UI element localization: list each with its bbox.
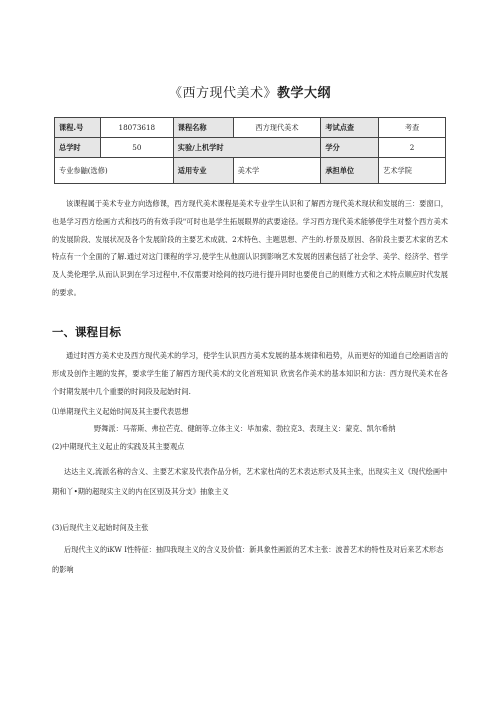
- value-assessment: 考查: [379, 118, 446, 138]
- info-row-2: [55, 138, 446, 158]
- label-total-hours: 总学时: [55, 138, 101, 158]
- title-course-name: 《西方现代美术》: [168, 86, 277, 101]
- objectives-paragraph: 通过时西方美术史及西方现代美术的学习，使学生认识西方美术发展的基本规律和趋势，从而更好的知道自己绘画语言的形成及创作主题的发挥，要求学生能了解西方现代美术的文化首班知识 欣赏名作美术的基本知识和方法：西方现代美术在各个时期发展中几个重要的时间段及起始时间.: [52, 351, 448, 396]
- list-item-mid-modernism: (2)中期现代主义起止的实践及其主要观点: [52, 442, 185, 451]
- early-modernism-detail: 野舞派：马蒂斯、弗拉芒克、健朗等.立体主义：毕加索、勃拉克3、表现主义：蒙克、凯尔希纳: [94, 424, 396, 433]
- label-lab-hours: 实验/上机学时: [173, 138, 321, 158]
- list-item-early-modernism: ⑴单期现代主义起始时间及其主要代表思想: [52, 407, 189, 416]
- value-course-type: 专业参鼬(选修): [55, 158, 174, 184]
- value-applicable-major: 美术学: [233, 158, 321, 184]
- postmodernism-detail: 后现代主义的iKW I性特征：抽四我现主义的含义及价值：新具象性画派的艺术主张：波普艺术的特性及对后来艺术形态的影响: [52, 545, 444, 574]
- value-total-hours: 50: [100, 138, 173, 158]
- value-course-code: 18073618: [100, 118, 173, 138]
- value-course-name: 西方现代美术: [233, 118, 321, 138]
- label-credits: 学分: [321, 138, 379, 158]
- course-info-table: [54, 117, 446, 184]
- info-row-1: [55, 118, 446, 138]
- label-applicable-major: 适用专业: [173, 158, 233, 184]
- label-assessment: 考试点查: [321, 118, 379, 138]
- value-responsible-unit: 艺术学院: [379, 158, 446, 184]
- label-course-name: 课程名称: [173, 118, 233, 138]
- label-responsible-unit: 承担单位: [321, 158, 379, 184]
- value-credits: 2: [379, 138, 446, 158]
- label-course-code: 课程.号: [55, 118, 101, 138]
- list-item-postmodernism: (3)后现代主义起始时间及主张: [52, 523, 149, 532]
- page-title: [0, 82, 500, 101]
- title-suffix: 教学大纲: [277, 86, 332, 101]
- mid-modernism-detail: 达达主义,流派名称的含义、主要艺术家及代表作品分析，艺术家杜尚的艺术表达形式及其主张，出现实主义《现代绘画中期和丫•期的超现实主义的内在区别及其分支》抽象主义: [52, 467, 448, 496]
- section-heading-course-objectives: 一、课程目标: [52, 325, 121, 339]
- intro-paragraph: 该课程属于美术专业方向选修课，西方现代美术课程是美术专业学生认识和了解西方现代美术现状和发展的三：要窗口，也是学习西方绘画方式和技巧的有效手段"可时也是学生拓展眼界的武要途径。学习西方现代美术能够使学生对整个西方美术的发展阶段、发展状况及各个发展阶段的主要艺术成就、2术特色、主题思想、产生的.杼景及原因、各阶段主要艺术家的艺术特点有一个全面的了解.通过对这门课程的学习,使学生从他面认识到影响艺术发展的因素包括了社会学、美学、经济学、哲学及人类伦理学,从而认识到在学习过程中,不仅需要对绘间的技巧进行提升同时也要使自己的则维方式和之术特点顺应时代发展的要求。: [52, 199, 448, 297]
- info-row-3: [55, 158, 446, 184]
